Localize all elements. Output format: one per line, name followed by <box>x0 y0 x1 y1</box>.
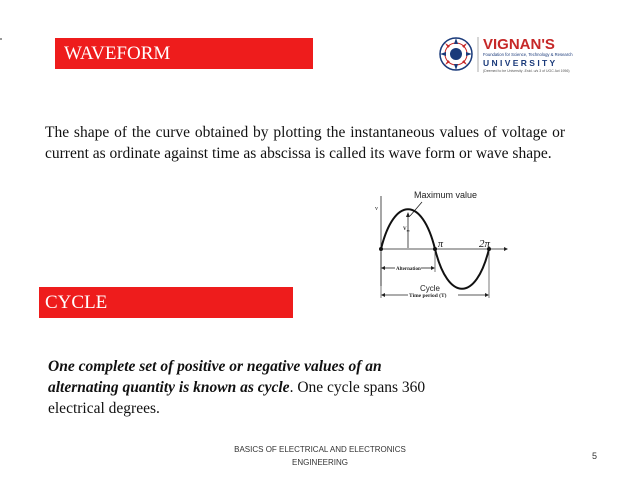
waveform-definition: The shape of the curve obtained by plotting the instantaneous values of voltage or current as ordinate against time as abscissa is called its wave form or wave shape. <box>45 124 565 162</box>
cycle-definition-bold: One complete set of positive or negative values of an alternating quantity is known as cycle <box>48 358 382 396</box>
origin-point <box>379 247 383 251</box>
vm-arrow <box>406 212 410 217</box>
vm-label: $V_m$ <box>403 227 410 233</box>
footer-course-title <box>218 443 422 469</box>
logo-name: VIGNAN'S <box>483 36 555 53</box>
logo-foundation: Foundation for Science, Technology & Research <box>483 52 573 57</box>
corner-dot <box>0 38 2 40</box>
emblem-icon <box>440 38 472 70</box>
waveform-title: WAVEFORM <box>64 43 171 64</box>
waveform-diagram <box>372 186 512 304</box>
cycle-definition <box>48 356 428 419</box>
time-period-label: Time period (T) <box>409 293 447 299</box>
pi-point <box>433 247 437 251</box>
two-pi-label: 2π <box>479 238 491 250</box>
v-axis-label: v <box>375 206 378 212</box>
logo-deemed: (Deemed to be University -Estd. u/s 3 of UGC Act 1956) <box>483 69 570 73</box>
waveform-title-band <box>55 38 313 69</box>
logo-university: U N I V E R S I T Y <box>483 58 556 68</box>
vm-subscript: m <box>406 228 410 233</box>
footer-line2: ENGINEERING <box>291 458 348 467</box>
cycle-title-band <box>39 287 293 318</box>
cycle-definition-rest: . One cycle spans 360 electrical degrees. <box>48 379 426 417</box>
cycle-title: CYCLE <box>45 292 108 313</box>
page-number: 5 <box>592 451 598 461</box>
vignans-logo <box>438 32 588 78</box>
alternation-label: Alternation <box>396 267 421 272</box>
time-axis-arrow <box>504 247 508 251</box>
footer-line1: BASICS OF ELECTRICAL AND ELECTRONICS <box>234 445 406 454</box>
max-value-label: Maximum value <box>414 190 478 200</box>
pi-label: π <box>438 239 444 250</box>
cycle-label: Cycle <box>420 284 441 293</box>
